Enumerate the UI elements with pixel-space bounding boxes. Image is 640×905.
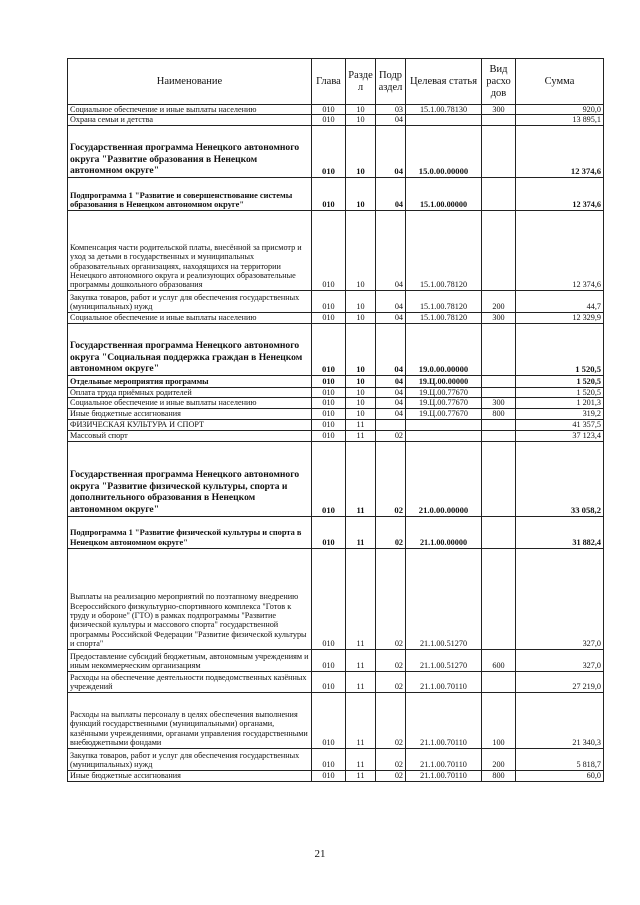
cell-sum: 41 357,5 (516, 419, 604, 430)
table-row (68, 430, 604, 441)
cell-kind (482, 430, 516, 441)
cell-section: 11 (346, 748, 376, 770)
cell-subsection (376, 419, 406, 430)
cell-kind: 600 (482, 649, 516, 671)
cell-target: 21.1.00.51270 (406, 649, 482, 671)
cell-section: 11 (346, 692, 376, 748)
cell-sum: 31 882,4 (516, 516, 604, 548)
cell-kind: 200 (482, 748, 516, 770)
cell-chapter: 010 (312, 770, 346, 781)
cell-chapter: 010 (312, 125, 346, 177)
cell-subsection: 04 (376, 398, 406, 408)
table-row (68, 323, 604, 375)
cell-subsection: 04 (376, 177, 406, 210)
cell-chapter: 010 (312, 177, 346, 210)
cell-name: Подпрограмма 1 "Развитие физической культуры и спорта в Ненецком автономном округе" (68, 516, 312, 548)
cell-section: 10 (346, 115, 376, 125)
cell-name: Охрана семьи и детства (68, 115, 312, 125)
cell-name: Социальное обеспечение и иные выплаты населению (68, 312, 312, 323)
cell-kind: 100 (482, 692, 516, 748)
table-row (68, 290, 604, 312)
cell-subsection: 02 (376, 649, 406, 671)
cell-subsection: 04 (376, 210, 406, 290)
cell-kind (482, 375, 516, 387)
cell-chapter: 010 (312, 649, 346, 671)
cell-section: 10 (346, 312, 376, 323)
cell-section: 10 (346, 290, 376, 312)
cell-subsection: 04 (376, 125, 406, 177)
cell-sum: 920,0 (516, 105, 604, 115)
cell-kind (482, 387, 516, 397)
table-row (68, 105, 604, 115)
cell-target: 19.Ц.00.00000 (406, 375, 482, 387)
header-chapter: Глава (312, 59, 346, 105)
cell-subsection: 02 (376, 748, 406, 770)
table-body (68, 105, 604, 782)
cell-sum: 27 219,0 (516, 671, 604, 692)
table-row (68, 125, 604, 177)
cell-chapter: 010 (312, 398, 346, 408)
cell-sum: 21 340,3 (516, 692, 604, 748)
cell-target (406, 430, 482, 441)
table-row (68, 671, 604, 692)
cell-chapter: 010 (312, 115, 346, 125)
table-row (68, 312, 604, 323)
cell-chapter: 010 (312, 375, 346, 387)
cell-chapter: 010 (312, 692, 346, 748)
cell-sum: 5 818,7 (516, 748, 604, 770)
cell-name: Социальное обеспечение и иные выплаты населению (68, 105, 312, 115)
header-sum: Сумма (516, 59, 604, 105)
cell-section: 10 (346, 387, 376, 397)
cell-name: Государственная программа Ненецкого автономного округа "Развитие физической культуры, спорта и дополнительного образования в Ненецком автономном округе" (68, 441, 312, 516)
cell-section: 11 (346, 770, 376, 781)
cell-section: 10 (346, 125, 376, 177)
cell-section: 10 (346, 408, 376, 419)
cell-subsection: 04 (376, 375, 406, 387)
cell-section: 11 (346, 419, 376, 430)
cell-subsection: 02 (376, 770, 406, 781)
page-number: 21 (314, 848, 326, 860)
cell-subsection: 04 (376, 408, 406, 419)
cell-kind (482, 210, 516, 290)
cell-name: Массовый спорт (68, 430, 312, 441)
cell-kind: 300 (482, 105, 516, 115)
cell-name: Компенсация части родительской платы, внесённой за присмотр и уход за детьми в государственных и муниципальных образовательных организациях, находящихся на территории Ненецкого автономного округа и реализующих образовательные программы дошкольного образования (68, 210, 312, 290)
cell-section: 10 (346, 105, 376, 115)
cell-target: 19.Ц.00.77670 (406, 408, 482, 419)
cell-kind: 800 (482, 770, 516, 781)
cell-name: Закупка товаров, работ и услуг для обеспечения государственных (муниципальных) нужд (68, 748, 312, 770)
cell-sum: 12 374,6 (516, 125, 604, 177)
table-row (68, 441, 604, 516)
cell-kind (482, 177, 516, 210)
cell-sum: 60,0 (516, 770, 604, 781)
cell-target: 15.1.00.00000 (406, 177, 482, 210)
cell-chapter: 010 (312, 312, 346, 323)
cell-subsection: 02 (376, 516, 406, 548)
cell-sum: 1 520,5 (516, 375, 604, 387)
cell-sum: 33 058,2 (516, 441, 604, 516)
cell-sum: 13 895,1 (516, 115, 604, 125)
cell-target: 21.1.00.00000 (406, 516, 482, 548)
table-row (68, 398, 604, 408)
cell-chapter: 010 (312, 290, 346, 312)
cell-target: 21.1.00.70110 (406, 770, 482, 781)
cell-target: 21.1.00.70110 (406, 671, 482, 692)
cell-kind (482, 548, 516, 649)
cell-target: 21.1.00.70110 (406, 748, 482, 770)
cell-target: 15.1.00.78120 (406, 312, 482, 323)
table-row (68, 516, 604, 548)
cell-kind (482, 419, 516, 430)
cell-subsection: 02 (376, 548, 406, 649)
table-row (68, 115, 604, 125)
cell-section: 10 (346, 398, 376, 408)
header-kind: Вид расхо дов (482, 59, 516, 105)
cell-target: 15.1.00.78120 (406, 210, 482, 290)
cell-name: Закупка товаров, работ и услуг для обеспечения государственных (муниципальных) нужд (68, 290, 312, 312)
cell-kind: 800 (482, 408, 516, 419)
cell-sum: 1 520,5 (516, 387, 604, 397)
cell-name: Иные бюджетные ассигнования (68, 408, 312, 419)
cell-kind (482, 441, 516, 516)
cell-chapter: 010 (312, 441, 346, 516)
cell-target (406, 115, 482, 125)
table-row (68, 387, 604, 397)
cell-name: Расходы на обеспечение деятельности подведомственных казённых учреждений (68, 671, 312, 692)
cell-kind (482, 671, 516, 692)
cell-chapter: 010 (312, 210, 346, 290)
cell-section: 10 (346, 210, 376, 290)
cell-chapter: 010 (312, 105, 346, 115)
cell-sum: 319,2 (516, 408, 604, 419)
cell-sum: 327,0 (516, 649, 604, 671)
cell-sum: 37 123,4 (516, 430, 604, 441)
cell-chapter: 010 (312, 671, 346, 692)
cell-chapter: 010 (312, 516, 346, 548)
cell-kind (482, 516, 516, 548)
cell-kind (482, 125, 516, 177)
cell-target: 19.Ц.00.77670 (406, 398, 482, 408)
header-name: Наименование (68, 59, 312, 105)
cell-target: 21.1.00.70110 (406, 692, 482, 748)
cell-chapter: 010 (312, 323, 346, 375)
cell-name: Государственная программа Ненецкого автономного округа "Развитие образования в Ненецком автономном округе" (68, 125, 312, 177)
cell-kind: 300 (482, 312, 516, 323)
cell-subsection: 04 (376, 323, 406, 375)
cell-target: 15.0.00.00000 (406, 125, 482, 177)
cell-name: Оплата труда приёмных родителей (68, 387, 312, 397)
cell-sum: 327,0 (516, 548, 604, 649)
cell-sum: 44,7 (516, 290, 604, 312)
table-row (68, 692, 604, 748)
cell-section: 11 (346, 516, 376, 548)
cell-name: Выплаты на реализацию мероприятий по поэтапному внедрению Всероссийского физкультурно-спортивного комплекса "Готов к труду и обороне" (ГТО) в рамках подпрограммы "Развитие физической культуры и массового спорта" государственной программы Российской Федерации "Развитие физической культуры и спорта" (68, 548, 312, 649)
table-row (68, 649, 604, 671)
cell-name: Иные бюджетные ассигнования (68, 770, 312, 781)
cell-target (406, 419, 482, 430)
cell-name: Расходы на выплаты персоналу в целях обеспечения выполнения функций государственными (муниципальными) органами, казёнными учреждениями, органами управления государственными внебюджетными фондами (68, 692, 312, 748)
header-section: Разде л (346, 59, 376, 105)
table-row (68, 548, 604, 649)
table-row (68, 770, 604, 781)
cell-subsection: 03 (376, 105, 406, 115)
table-row (68, 375, 604, 387)
cell-subsection: 02 (376, 441, 406, 516)
cell-sum: 1 201,3 (516, 398, 604, 408)
cell-sum: 1 520,5 (516, 323, 604, 375)
cell-kind (482, 115, 516, 125)
cell-section: 10 (346, 177, 376, 210)
cell-kind: 300 (482, 398, 516, 408)
cell-chapter: 010 (312, 387, 346, 397)
table-header-row (68, 59, 604, 105)
cell-name: Подпрограмма 1 "Развитие и совершенствование системы образования в Ненецком автономном округе" (68, 177, 312, 210)
cell-subsection: 04 (376, 387, 406, 397)
cell-target: 21.1.00.51270 (406, 548, 482, 649)
cell-chapter: 010 (312, 430, 346, 441)
cell-target: 19.0.00.00000 (406, 323, 482, 375)
cell-name: Государственная программа Ненецкого автономного округа "Социальная поддержка граждан в Ненецком автономном округе" (68, 323, 312, 375)
cell-subsection: 04 (376, 312, 406, 323)
cell-name: Предоставление субсидий бюджетным, автономным учреждениям и иным некоммерческим организациям (68, 649, 312, 671)
cell-section: 11 (346, 671, 376, 692)
cell-subsection: 04 (376, 290, 406, 312)
cell-sum: 12 329,9 (516, 312, 604, 323)
cell-section: 10 (346, 375, 376, 387)
cell-target: 15.1.00.78120 (406, 290, 482, 312)
cell-section: 10 (346, 323, 376, 375)
cell-section: 11 (346, 441, 376, 516)
budget-table (67, 58, 604, 782)
table-row (68, 419, 604, 430)
table-row (68, 177, 604, 210)
cell-name: Социальное обеспечение и иные выплаты населению (68, 398, 312, 408)
table-row (68, 748, 604, 770)
cell-subsection: 02 (376, 671, 406, 692)
cell-section: 11 (346, 649, 376, 671)
cell-kind (482, 323, 516, 375)
cell-chapter: 010 (312, 748, 346, 770)
header-subsection: Подр аздел (376, 59, 406, 105)
cell-target: 19.Ц.00.77670 (406, 387, 482, 397)
cell-name: Отдельные мероприятия программы (68, 375, 312, 387)
cell-chapter: 010 (312, 548, 346, 649)
cell-chapter: 010 (312, 408, 346, 419)
header-target: Целевая статья (406, 59, 482, 105)
cell-chapter: 010 (312, 419, 346, 430)
cell-subsection: 04 (376, 115, 406, 125)
cell-sum: 12 374,6 (516, 177, 604, 210)
table-row (68, 210, 604, 290)
cell-name: ФИЗИЧЕСКАЯ КУЛЬТУРА И СПОРТ (68, 419, 312, 430)
cell-section: 11 (346, 548, 376, 649)
cell-target: 15.1.00.78130 (406, 105, 482, 115)
cell-subsection: 02 (376, 692, 406, 748)
cell-kind: 200 (482, 290, 516, 312)
table-row (68, 408, 604, 419)
cell-target: 21.0.00.00000 (406, 441, 482, 516)
cell-section: 11 (346, 430, 376, 441)
cell-subsection: 02 (376, 430, 406, 441)
cell-sum: 12 374,6 (516, 210, 604, 290)
